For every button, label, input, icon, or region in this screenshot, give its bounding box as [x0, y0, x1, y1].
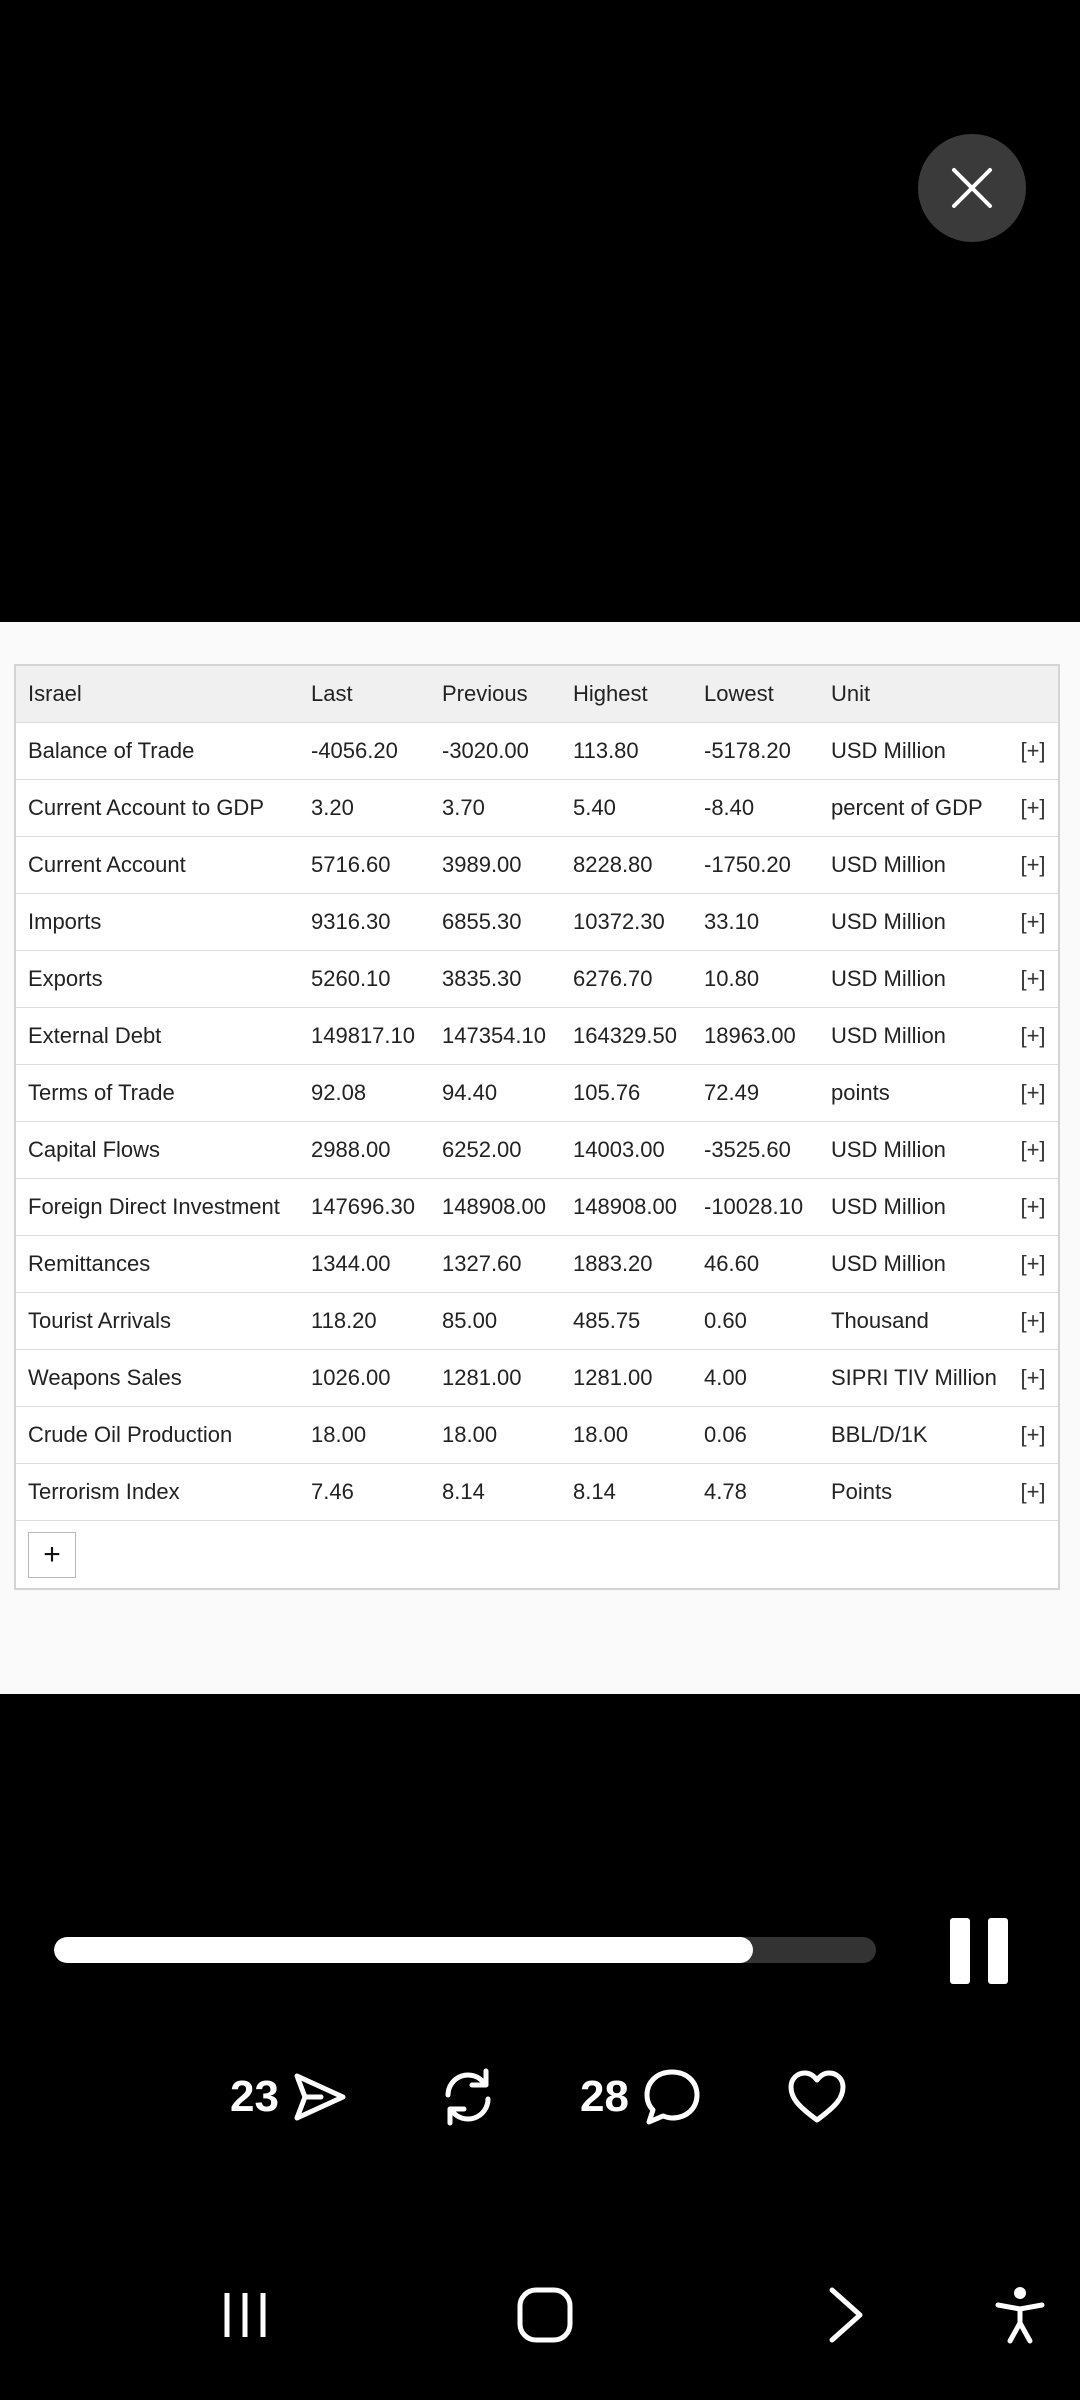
table-cell: 8.14 [430, 1464, 561, 1521]
table-cell: 1344.00 [299, 1236, 430, 1293]
table-row [16, 780, 1058, 837]
table-cell: 33.10 [692, 894, 819, 951]
recents-button[interactable] [210, 2270, 280, 2360]
comment-icon [641, 2066, 703, 2128]
table-cell: SIPRI TIV Million [819, 1350, 1008, 1407]
table-cell: 0.60 [692, 1293, 819, 1350]
table-cell: BBL/D/1K [819, 1407, 1008, 1464]
table-cell: 118.20 [299, 1293, 430, 1350]
table-row [16, 1236, 1058, 1293]
table-cell: 1026.00 [299, 1350, 430, 1407]
expand-row-link[interactable]: [+] [1008, 723, 1058, 780]
table-cell: -4056.20 [299, 723, 430, 780]
table-cell: 148908.00 [561, 1179, 692, 1236]
table-cell: USD Million [819, 723, 1008, 780]
repost-button[interactable] [438, 2062, 498, 2132]
send-icon [291, 2068, 349, 2126]
expand-row-link[interactable]: [+] [1008, 1464, 1058, 1521]
indicator-name[interactable]: Imports [16, 894, 299, 951]
comment-button[interactable] [580, 2062, 703, 2132]
table-cell: percent of GDP [819, 780, 1008, 837]
table-row [16, 1407, 1058, 1464]
back-chevron-icon [824, 2285, 868, 2345]
table-cell: 3.20 [299, 780, 430, 837]
table-row [16, 1122, 1058, 1179]
table-row [16, 951, 1058, 1008]
expand-row-link[interactable]: [+] [1008, 1236, 1058, 1293]
indicator-name[interactable]: Exports [16, 951, 299, 1008]
indicator-name[interactable]: Terrorism Index [16, 1464, 299, 1521]
video-progress-fill [54, 1937, 753, 1963]
indicator-name[interactable]: Weapons Sales [16, 1350, 299, 1407]
indicator-name[interactable]: Crude Oil Production [16, 1407, 299, 1464]
table-cell: 72.49 [692, 1065, 819, 1122]
table-row [16, 1293, 1058, 1350]
table-cell: 18963.00 [692, 1008, 819, 1065]
add-indicator-button[interactable]: + [28, 1532, 76, 1578]
table-cell: 3.70 [430, 780, 561, 837]
table-cell: 18.00 [561, 1407, 692, 1464]
expand-row-link[interactable]: [+] [1008, 1065, 1058, 1122]
expand-row-link[interactable]: [+] [1008, 1008, 1058, 1065]
heart-icon [786, 2068, 848, 2126]
table-cell: USD Million [819, 951, 1008, 1008]
pause-button[interactable] [950, 1918, 1008, 1984]
table-row [16, 1464, 1058, 1521]
table-cell: Thousand [819, 1293, 1008, 1350]
table-cell: 147696.30 [299, 1179, 430, 1236]
indicator-name[interactable]: Remittances [16, 1236, 299, 1293]
table-cell: 1327.60 [430, 1236, 561, 1293]
table-row [16, 1065, 1058, 1122]
share-count: 23 [230, 2072, 279, 2121]
indicators-table-container [14, 664, 1060, 1590]
table-cell: -10028.10 [692, 1179, 819, 1236]
close-icon [950, 166, 994, 210]
indicators-table [16, 666, 1058, 1521]
country-header: Israel [16, 666, 299, 723]
table-cell: 3835.30 [430, 951, 561, 1008]
table-cell: 2988.00 [299, 1122, 430, 1179]
expand-row-link[interactable]: [+] [1008, 894, 1058, 951]
table-cell: 148908.00 [430, 1179, 561, 1236]
table-cell: 3989.00 [430, 837, 561, 894]
expand-row-link[interactable]: [+] [1008, 1122, 1058, 1179]
like-button[interactable] [786, 2062, 848, 2132]
indicator-name[interactable]: Balance of Trade [16, 723, 299, 780]
table-cell: USD Million [819, 1179, 1008, 1236]
indicator-name[interactable]: Tourist Arrivals [16, 1293, 299, 1350]
table-cell: USD Million [819, 837, 1008, 894]
table-body [16, 723, 1058, 1521]
table-row [16, 894, 1058, 951]
table-cell: 92.08 [299, 1065, 430, 1122]
table-cell: 6855.30 [430, 894, 561, 951]
table-cell: 10372.30 [561, 894, 692, 951]
table-cell: -8.40 [692, 780, 819, 837]
table-cell: -5178.20 [692, 723, 819, 780]
accessibility-icon [994, 2285, 1046, 2345]
table-cell: 1281.00 [430, 1350, 561, 1407]
recents-icon [219, 2289, 271, 2341]
indicator-name[interactable]: Terms of Trade [16, 1065, 299, 1122]
table-cell: 1281.00 [561, 1350, 692, 1407]
table-cell: 485.75 [561, 1293, 692, 1350]
column-header: Unit [819, 666, 1008, 723]
table-cell: 147354.10 [430, 1008, 561, 1065]
column-header: Lowest [692, 666, 819, 723]
media-content [0, 622, 1080, 1694]
video-progress-bar[interactable] [54, 1937, 876, 1963]
comment-count: 28 [580, 2072, 629, 2121]
column-header [1008, 666, 1058, 723]
table-cell: 9316.30 [299, 894, 430, 951]
table-cell: 18.00 [430, 1407, 561, 1464]
indicator-name[interactable]: Foreign Direct Investment [16, 1179, 299, 1236]
table-cell: 46.60 [692, 1236, 819, 1293]
expand-row-link[interactable]: [+] [1008, 837, 1058, 894]
table-cell: 85.00 [430, 1293, 561, 1350]
table-cell: USD Million [819, 1122, 1008, 1179]
expand-row-link[interactable]: [+] [1008, 1350, 1058, 1407]
table-cell: 4.78 [692, 1464, 819, 1521]
table-cell: 1883.20 [561, 1236, 692, 1293]
indicator-name[interactable]: Current Account [16, 837, 299, 894]
table-cell: 105.76 [561, 1065, 692, 1122]
table-cell: 4.00 [692, 1350, 819, 1407]
table-row [16, 837, 1058, 894]
table-cell: -3525.60 [692, 1122, 819, 1179]
table-cell: 18.00 [299, 1407, 430, 1464]
table-cell: 6252.00 [430, 1122, 561, 1179]
expand-row-link[interactable]: [+] [1008, 1407, 1058, 1464]
expand-row-link[interactable]: [+] [1008, 951, 1058, 1008]
table-cell: -1750.20 [692, 837, 819, 894]
table-row [16, 1008, 1058, 1065]
table-row [16, 1350, 1058, 1407]
accessibility-button[interactable] [988, 2270, 1052, 2360]
table-cell: 8.14 [561, 1464, 692, 1521]
repost-icon [438, 2067, 498, 2127]
table-cell: 164329.50 [561, 1008, 692, 1065]
indicator-name[interactable]: External Debt [16, 1008, 299, 1065]
table-cell: 10.80 [692, 951, 819, 1008]
table-cell: USD Million [819, 1236, 1008, 1293]
table-cell: USD Million [819, 894, 1008, 951]
table-cell: 5716.60 [299, 837, 430, 894]
table-cell: Points [819, 1464, 1008, 1521]
table-cell: -3020.00 [430, 723, 561, 780]
table-cell: 14003.00 [561, 1122, 692, 1179]
table-cell: 7.46 [299, 1464, 430, 1521]
table-cell: USD Million [819, 1008, 1008, 1065]
table-cell: points [819, 1065, 1008, 1122]
table-header-row [16, 666, 1058, 723]
table-cell: 8228.80 [561, 837, 692, 894]
table-cell: 113.80 [561, 723, 692, 780]
table-cell: 6276.70 [561, 951, 692, 1008]
home-button[interactable] [510, 2270, 580, 2360]
home-icon [515, 2285, 575, 2345]
table-row [16, 1179, 1058, 1236]
table-cell: 94.40 [430, 1065, 561, 1122]
close-button[interactable] [918, 134, 1026, 242]
back-button[interactable] [816, 2270, 876, 2360]
column-header: Previous [430, 666, 561, 723]
table-cell: 5260.10 [299, 951, 430, 1008]
expand-row-link[interactable]: [+] [1008, 1179, 1058, 1236]
indicator-name[interactable]: Current Account to GDP [16, 780, 299, 837]
share-button[interactable] [230, 2062, 349, 2132]
table-cell: 5.40 [561, 780, 692, 837]
column-header: Highest [561, 666, 692, 723]
expand-row-link[interactable]: [+] [1008, 780, 1058, 837]
expand-row-link[interactable]: [+] [1008, 1293, 1058, 1350]
indicator-name[interactable]: Capital Flows [16, 1122, 299, 1179]
table-row [16, 723, 1058, 780]
table-cell: 0.06 [692, 1407, 819, 1464]
table-cell: 149817.10 [299, 1008, 430, 1065]
column-header: Last [299, 666, 430, 723]
